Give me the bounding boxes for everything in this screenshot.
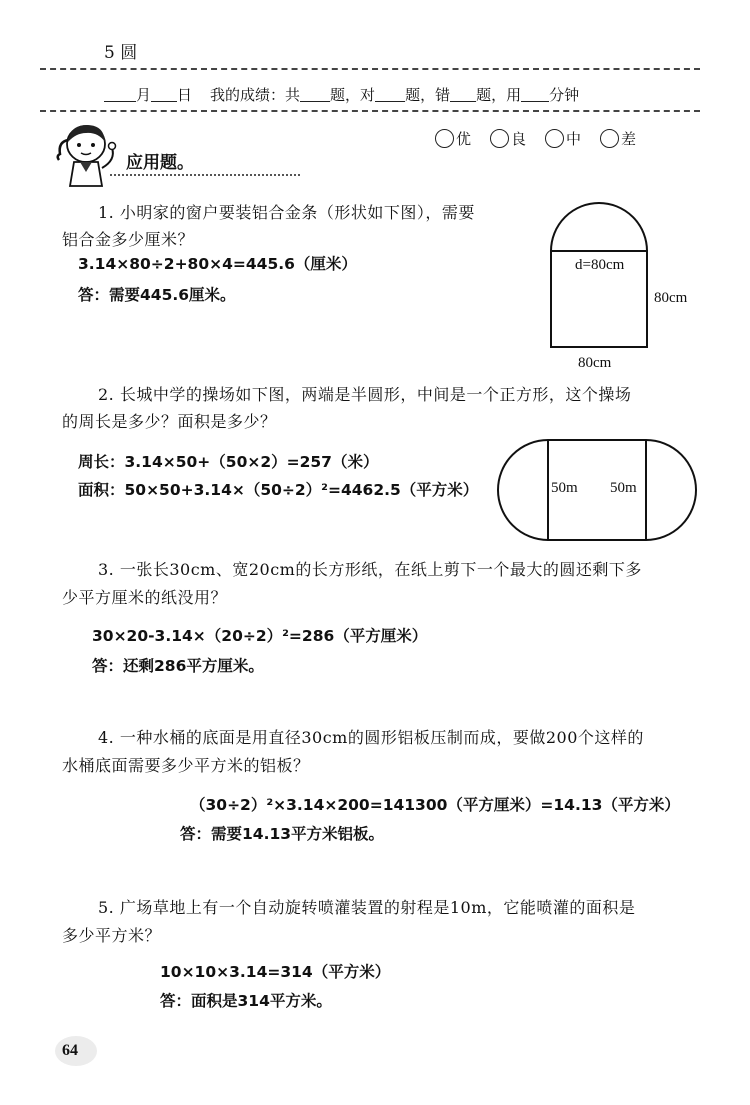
- question-4-line-1: 4. 一种水桶的底面是用直径30cm的圆形铝板压制而成，要做200个这样的: [98, 728, 644, 747]
- playground-left-label: 50m: [551, 480, 578, 496]
- question-3-calculation: 30×20-3.14×（20÷2）²=286（平方厘米）: [92, 627, 428, 645]
- question-1-line-1: 1. 小明家的窗户要装铝合金条（形状如下图），需要: [98, 203, 475, 222]
- grade-option-good[interactable]: 良: [490, 128, 526, 149]
- window-height-label: 80cm: [654, 290, 688, 306]
- header-divider-top: [40, 68, 700, 70]
- blank-correct[interactable]: [375, 87, 405, 102]
- window-diameter-label: d=80cm: [575, 257, 625, 273]
- score-total-label: 我的成绩：共: [210, 86, 301, 104]
- question-5-line-2: 多少平方米？: [62, 926, 162, 945]
- circle-icon: [435, 129, 454, 148]
- question-3-line-2: 少平方厘米的纸没用？: [62, 588, 228, 607]
- score-correct-label: 题，对: [330, 86, 376, 104]
- grade-options: [435, 128, 655, 149]
- question-5-answer: 答：面积是314平方米。: [160, 992, 332, 1010]
- blank-day[interactable]: [151, 87, 177, 102]
- question-3-line-1: 3. 一张长30cm、宽20cm的长方形纸，在纸上剪下一个最大的圆还剩下多: [98, 560, 642, 579]
- score-time-label: 题，用: [476, 86, 522, 104]
- grade-option-poor[interactable]: 差: [600, 128, 636, 149]
- score-wrong-label: 题，错: [405, 86, 451, 104]
- question-1-calculation: 3.14×80÷2+80×4=445.6（厘米）: [78, 255, 357, 273]
- question-5-calculation: 10×10×3.14=314（平方米）: [160, 963, 391, 981]
- header-divider-bottom: [40, 110, 700, 112]
- question-4-answer: 答：需要14.13平方米铝板。: [180, 825, 385, 843]
- student-girl-illustration: [50, 120, 126, 190]
- chapter-title: 5 圆: [104, 43, 138, 63]
- page-number: 64: [62, 1042, 78, 1059]
- blank-month[interactable]: [104, 87, 136, 102]
- circle-icon: [490, 129, 509, 148]
- question-4-calculation: （30÷2）²×3.14×200=141300（平方厘米）=14.13（平方米）: [190, 796, 680, 814]
- blank-time[interactable]: [521, 87, 549, 102]
- score-minutes-label: 分钟: [549, 86, 580, 104]
- question-2-area: 面积：50×50+3.14×（50÷2）²=4462.5（平方米）: [78, 481, 479, 499]
- score-month: 月: [136, 86, 152, 104]
- score-day: 日: [177, 86, 193, 104]
- question-3-answer: 答：还剩286平方厘米。: [92, 657, 264, 675]
- section-title-underline: [110, 174, 300, 176]
- question-5-line-1: 5. 广场草地上有一个自动旋转喷灌装置的射程是10m，它能喷灌的面积是: [98, 898, 636, 917]
- score-record-line: [104, 84, 579, 105]
- question-1-answer: 答：需要445.6厘米。: [78, 286, 236, 304]
- question-2-line-1: 2. 长城中学的操场如下图，两端是半圆形，中间是一个正方形，这个操场: [98, 385, 632, 404]
- blank-total[interactable]: [300, 87, 330, 102]
- playground-figure: [496, 438, 700, 542]
- question-4-line-2: 水桶底面需要多少平方米的铝板？: [62, 756, 310, 775]
- playground-right-label: 50m: [610, 480, 637, 496]
- question-2-perimeter: 周长：3.14×50+（50×2）=257（米）: [78, 453, 379, 471]
- question-2-line-2: 的周长是多少？面积是多少？: [62, 412, 277, 431]
- window-figure: [545, 198, 655, 378]
- grade-option-excellent[interactable]: 优: [435, 128, 471, 149]
- grade-option-fair[interactable]: 中: [545, 128, 581, 149]
- question-1-line-2: 铝合金多少厘米？: [62, 230, 195, 249]
- circle-icon: [545, 129, 564, 148]
- blank-wrong[interactable]: [450, 87, 476, 102]
- window-width-label: 80cm: [578, 355, 612, 371]
- circle-icon: [600, 129, 619, 148]
- section-title: 应用题。: [126, 153, 194, 173]
